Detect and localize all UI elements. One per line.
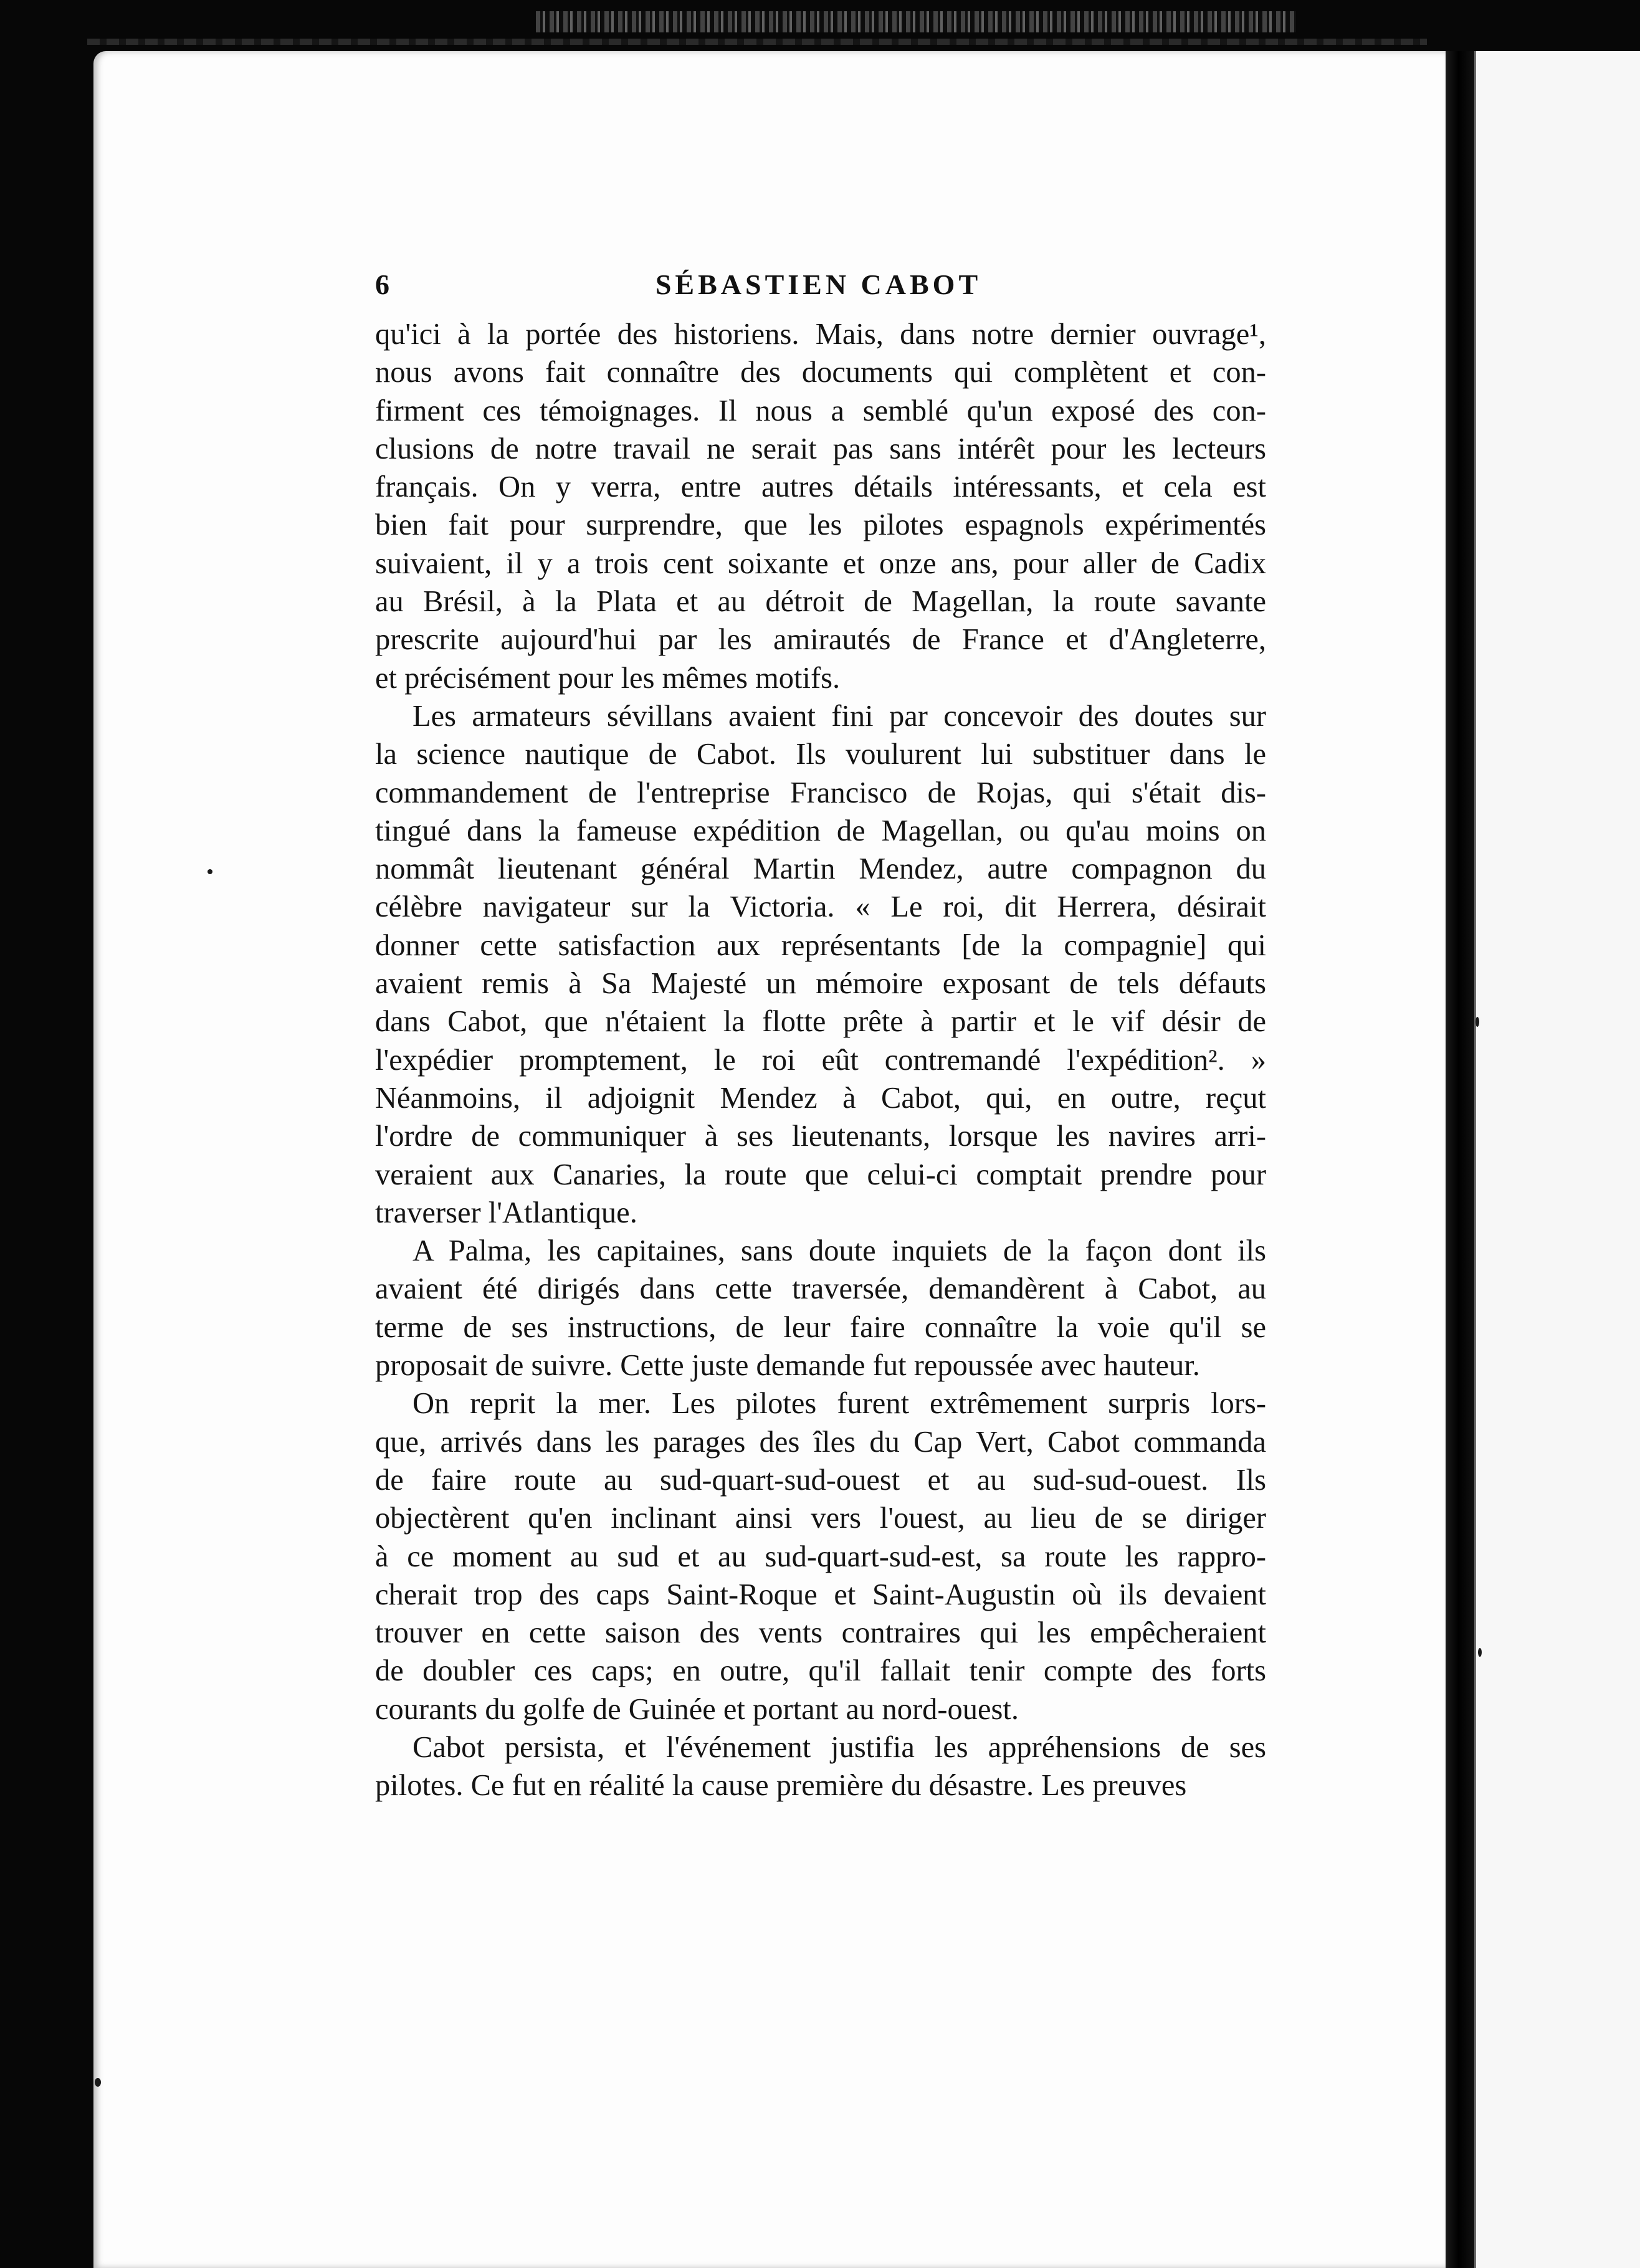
text-line: nommât lieutenant général Martin Mendez, autre compagnon du	[375, 852, 1266, 886]
paragraph	[375, 1384, 1266, 1728]
text-line: traverser l'Atlantique.	[375, 1196, 637, 1229]
text-line: courants du golfe de Guinée et portant au nord-ouest.	[375, 1692, 1019, 1726]
text-line: tingué dans la fameuse expédition de Magellan, ou qu'au moins on	[375, 814, 1266, 847]
text-line: la science nautique de Cabot. Ils voulurent lui substituer dans le	[375, 738, 1266, 771]
text-line: français. On y verra, entre autres détails intéressants, et cela est	[375, 470, 1266, 504]
book-gutter	[1446, 51, 1474, 2268]
text-line: avaient été dirigés dans cette traversée, demandèrent à Cabot, au	[375, 1272, 1266, 1306]
page-header	[284, 268, 1266, 305]
text-line: On reprit la mer. Les pilotes furent extrêmement surpris lors-	[412, 1387, 1266, 1421]
text-line: objectèrent qu'en inclinant ainsi vers l'ouest, au lieu de se diriger	[375, 1502, 1266, 1535]
text-line: célèbre navigateur sur la Victoria. « Le roi, dit Herrera, désirait	[375, 890, 1266, 924]
paragraph	[375, 1232, 1266, 1384]
text-line: que, arrivés dans les parages des îles du Cap Vert, Cabot commanda	[375, 1425, 1266, 1459]
text-line: l'ordre de communiquer à ses lieutenants, lorsque les navires arri-	[375, 1120, 1266, 1153]
text-line: de doubler ces caps; en outre, qu'il fallait tenir compte des forts	[375, 1654, 1266, 1688]
text-line: bien fait pour surprendre, que les pilotes espagnols expérimentés	[375, 508, 1266, 542]
text-line: de faire route au sud-quart-sud-ouest et au sud-sud-ouest. Ils	[375, 1463, 1266, 1497]
text-line: commandement de l'entreprise Francisco de Rojas, qui s'était dis-	[375, 776, 1266, 809]
text-line: à ce moment au sud et au sud-quart-sud-est, sa route les rappro-	[375, 1540, 1266, 1573]
text-line: donner cette satisfaction aux représentants [de la compagnie] qui	[375, 928, 1266, 962]
text-line: prescrite aujourd'hui par les amirautés de France et d'Angleterre,	[375, 623, 1266, 657]
text-line: trouver en cette saison des vents contraires qui les empêcheraient	[375, 1616, 1266, 1650]
text-line: au Brésil, à la Plata et au détroit de Magellan, la route savante	[375, 585, 1266, 619]
text-line: qu'ici à la portée des historiens. Mais, dans notre dernier ouvrage¹,	[375, 318, 1266, 351]
text-line: firment ces témoignages. Il nous a semblé qu'un exposé des con-	[375, 394, 1266, 427]
scan-top-edge-noise	[536, 11, 1296, 32]
text-line: Cabot persista, et l'événement justifia les appréhensions de ses	[412, 1730, 1266, 1764]
paragraph	[375, 697, 1266, 1232]
text-line: clusions de notre travail ne serait pas sans intérêt pour les lecteurs	[375, 432, 1266, 465]
text-line: cherait trop des caps Saint-Roque et Saint-Augustin où ils devaient	[375, 1578, 1266, 1611]
scan-top-edge-strip	[87, 39, 1427, 45]
page-number: 6	[375, 269, 389, 300]
text-line: pilotes. Ce fut en réalité la cause première du désastre. Les preuves	[375, 1769, 1187, 1803]
text-line: Néanmoins, il adjoignit Mendez à Cabot, qui, en outre, reçut	[375, 1081, 1266, 1115]
text-line: Les armateurs sévillans avaient fini par concevoir des doutes sur	[412, 699, 1266, 733]
margin-ink-speck	[95, 2078, 101, 2087]
margin-ink-speck	[1476, 1017, 1479, 1027]
paragraph	[375, 315, 1266, 697]
margin-ink-speck	[207, 869, 212, 874]
margin-ink-speck	[1478, 1648, 1482, 1657]
running-title: SÉBASTIEN CABOT	[655, 269, 982, 300]
text-line: l'expédier promptement, le roi eût contremandé l'expédition². »	[375, 1043, 1266, 1077]
text-line: proposait de suivre. Cette juste demande fut repoussée avec hauteur.	[375, 1349, 1200, 1383]
adjacent-page-edge	[1474, 51, 1640, 2268]
text-line: veraient aux Canaries, la route que celui-ci comptait prendre pour	[375, 1158, 1266, 1191]
text-line: terme de ses instructions, de leur faire connaître la voie qu'il se	[375, 1310, 1266, 1344]
body-text	[375, 315, 1266, 1805]
text-line: suivaient, il y a trois cent soixante et onze ans, pour aller de Cadix	[375, 546, 1266, 580]
text-line: avaient remis à Sa Majesté un mémoire exposant de tels défauts	[375, 967, 1266, 1001]
text-line: et précisément pour les mêmes motifs.	[375, 661, 841, 695]
text-line: dans Cabot, que n'étaient la flotte prête à partir et le vif désir de	[375, 1005, 1266, 1039]
text-line: A Palma, les capitaines, sans doute inquiets de la façon dont ils	[412, 1234, 1266, 1268]
paragraph	[375, 1728, 1266, 1805]
text-line: nous avons fait connaître des documents qui complètent et con-	[375, 356, 1266, 389]
